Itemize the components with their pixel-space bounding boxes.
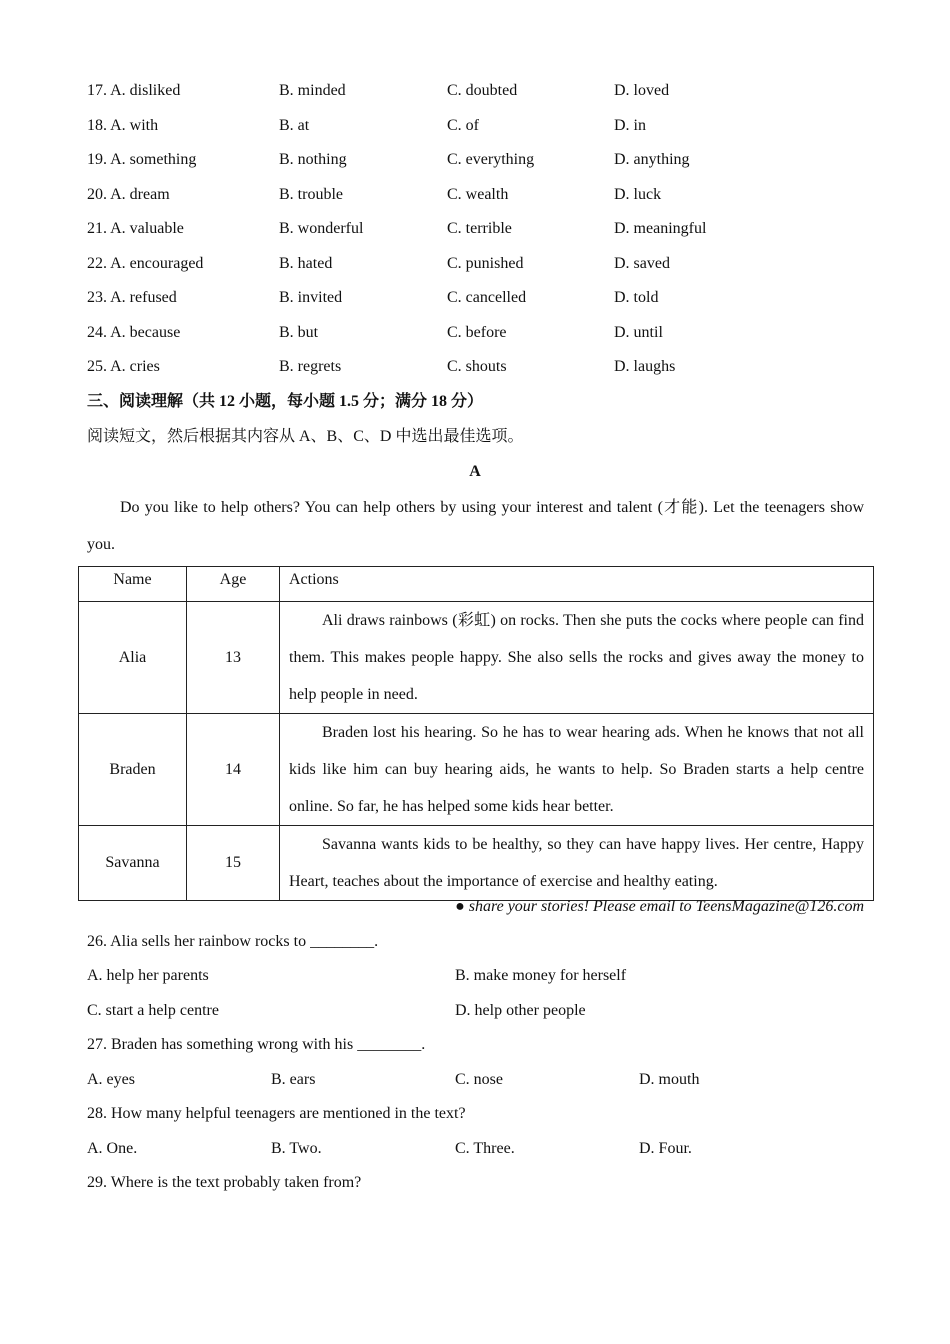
option-c: C. everything [447,151,535,168]
question-26-stem: 26. Alia sells her rainbow rocks to ________. [87,933,379,950]
teenagers-table [78,566,874,901]
question-26-options-row2 [87,1001,867,1021]
row-actions [280,602,874,714]
option-d: D. meaningful [614,220,707,237]
q26-option-c: C. start a help centre [87,1002,219,1019]
option-a: 24. A. because [87,324,181,341]
question-28-stem: 28. How many helpful teenagers are mentioned in the text? [87,1105,466,1122]
option-row-23 [87,288,867,308]
q27-option-d: D. mouth [639,1071,700,1088]
q26-option-b: B. make money for herself [455,967,627,984]
q28-option-b: B. Two. [271,1140,322,1157]
row-actions [280,714,874,826]
question-28-options [87,1139,867,1159]
question-29-stem: 29. Where is the text probably taken from? [87,1174,362,1191]
row-actions-text: Braden lost his hearing. So he has to wear hearing ads. When he knows that not all kids like him can buy hearing aids, he wants to help. So Braden starts a help centre online. So far, he has helped some kids hear better. [289,724,864,815]
option-a: 17. A. disliked [87,82,181,99]
option-d: D. saved [614,255,670,272]
option-a: 19. A. something [87,151,197,168]
option-d: D. luck [614,186,662,203]
q26-option-a: A. help her parents [87,967,209,984]
option-b: B. nothing [279,151,347,168]
row-age: 13 [187,602,280,714]
email-note: ● share your stories! Please email to TeensMagazine@126.com [455,898,864,915]
option-a: 20. A. dream [87,186,170,203]
row-age: 14 [187,714,280,826]
table-row [79,602,874,714]
option-c: C. wealth [447,186,509,203]
q28-option-a: A. One. [87,1140,138,1157]
option-d: D. anything [614,151,690,168]
header-name: Name [79,567,187,602]
q26-option-d: D. help other people [455,1002,586,1019]
row-actions-text: Savanna wants kids to be healthy, so they can have happy lives. Her centre, Happy Heart, teaches about the importance of exercise and healthy eating. [289,836,864,890]
row-name: Alia [79,602,187,714]
option-a: 18. A. with [87,117,159,134]
option-c: C. terrible [447,220,512,237]
option-b: B. hated [279,255,333,272]
option-a: 25. A. cries [87,358,160,375]
option-d: D. told [614,289,659,306]
q27-option-a: A. eyes [87,1071,135,1088]
option-b: B. trouble [279,186,343,203]
option-row-17 [87,81,867,101]
option-row-20 [87,185,867,205]
row-actions [280,826,874,901]
section-title: 三、阅读理解（共 12 小题，每小题 1.5 分；满分 18 分） [87,393,484,410]
option-row-24 [87,323,867,343]
option-c: C. shouts [447,358,507,375]
header-actions: Actions [280,567,874,602]
q27-option-b: B. ears [271,1071,316,1088]
option-a: 21. A. valuable [87,220,184,237]
option-b: B. wonderful [279,220,364,237]
question-27-stem: 27. Braden has something wrong with his ________. [87,1036,426,1053]
option-a: 22. A. encouraged [87,255,204,272]
q28-option-d: D. Four. [639,1140,692,1157]
row-age: 15 [187,826,280,901]
option-c: C. doubted [447,82,518,99]
row-actions-text: Ali draws rainbows (彩虹) on rocks. Then she puts the cocks where people can find them. This makes people happy. She also sells the rocks and gives away the money to help people in need. [289,612,864,703]
row-name: Braden [79,714,187,826]
table-row [79,826,874,901]
header-age: Age [187,567,280,602]
q28-option-c: C. Three. [455,1140,515,1157]
passage-label: A [469,463,481,480]
passage-intro: Do you like to help others? You can help others by using your interest and talent (才能). Let the teenagers show you. [87,499,864,553]
option-b: B. invited [279,289,343,306]
option-d: D. laughs [614,358,676,375]
question-26-options-row1 [87,966,867,986]
q27-option-c: C. nose [455,1071,503,1088]
question-27-options [87,1070,867,1090]
option-row-21 [87,219,867,239]
table-row [79,714,874,826]
option-c: C. before [447,324,507,341]
option-row-22 [87,254,867,274]
option-b: B. minded [279,82,346,99]
option-b: B. regrets [279,358,342,375]
option-row-18 [87,116,867,136]
option-d: D. in [614,117,646,134]
option-d: D. until [614,324,663,341]
option-row-25 [87,357,867,377]
option-d: D. loved [614,82,670,99]
row-name: Savanna [79,826,187,901]
option-c: C. punished [447,255,524,272]
option-a: 23. A. refused [87,289,177,306]
table-header-row [79,567,874,602]
option-row-19 [87,150,867,170]
option-c: C. cancelled [447,289,527,306]
option-c: C. of [447,117,479,134]
section-instruction: 阅读短文，然后根据其内容从 A、B、C、D 中选出最佳选项。 [87,428,524,445]
option-b: B. but [279,324,319,341]
option-b: B. at [279,117,310,134]
